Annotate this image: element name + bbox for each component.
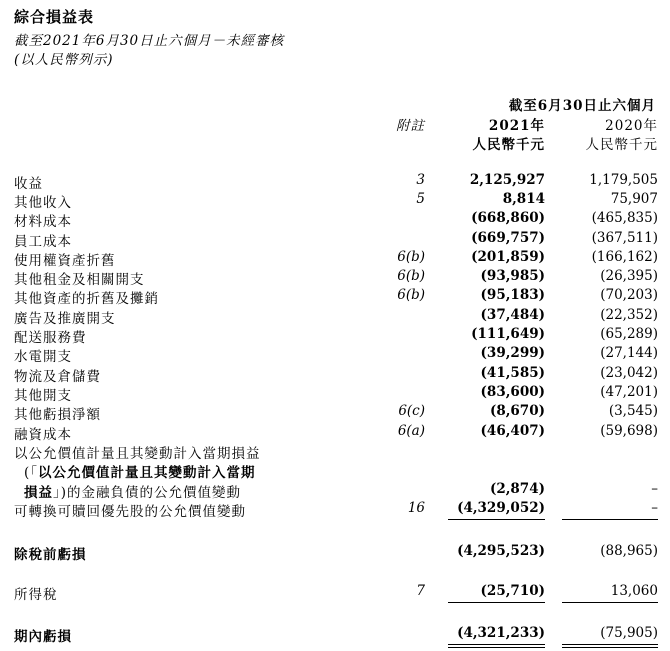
- total-double-rule-2021-b: [448, 647, 545, 648]
- total-double-rule-2021-a: [448, 644, 545, 645]
- subtotal-rule-2021: [448, 519, 545, 520]
- net-loss-label: 期內虧損: [14, 629, 72, 645]
- subtotal-rule-2020: [562, 602, 658, 603]
- pref-note: 16: [407, 500, 425, 516]
- unit-2021-header: 人民幣千元: [472, 137, 545, 153]
- row-label: 使用權資產折舊: [14, 253, 116, 269]
- statement-title: 綜合損益表: [14, 8, 95, 26]
- row-label: 融資成本: [14, 427, 72, 443]
- tax-value-2021: (25,710): [480, 583, 545, 599]
- row-note: 6(c): [398, 403, 425, 419]
- row-value-2021: (111,649): [471, 326, 545, 342]
- row-label: 廣告及推廣開支: [14, 311, 116, 327]
- fvpl-value-2021: (2,874): [489, 481, 545, 497]
- row-label: 其他資產的折舊及攤銷: [14, 291, 159, 307]
- row-note: 6(b): [397, 249, 425, 265]
- year-2020-header: 2020年: [605, 118, 658, 134]
- row-label: 其他虧損淨額: [14, 407, 101, 423]
- fvpl-label-line1: 以公允價值計量且其變動計入當期損益: [14, 446, 261, 462]
- row-label: 其他開支: [14, 388, 72, 404]
- row-value-2020: (367,511): [591, 230, 658, 246]
- row-value-2020: 75,907: [610, 191, 658, 207]
- total-double-rule-2020-b: [562, 647, 658, 648]
- period-header: 截至6月30日止六個月: [508, 98, 656, 114]
- row-value-2021: (93,985): [480, 268, 545, 284]
- row-value-2020: (70,203): [600, 287, 658, 303]
- row-value-2020: (166,162): [591, 249, 658, 265]
- total-double-rule-2020-a: [562, 644, 658, 645]
- row-note: 6(a): [397, 423, 425, 439]
- net-loss-value-2020: (75,905): [600, 625, 658, 641]
- row-value-2021: 8,814: [502, 191, 545, 207]
- note-column-header: 附註: [396, 118, 425, 134]
- unit-2020-header: 人民幣千元: [585, 137, 658, 153]
- row-value-2020: (65,289): [600, 326, 658, 342]
- fvpl-label-line3-defined-term: 損益: [24, 485, 53, 501]
- row-note: 6(b): [397, 268, 425, 284]
- row-value-2020: (23,042): [600, 365, 658, 381]
- fvpl-label-line2-open: (「: [24, 465, 39, 481]
- statement-period-subtitle: 截至2021年6月30日止六個月－未經審核: [14, 33, 285, 49]
- row-value-2021: (83,600): [480, 384, 545, 400]
- row-label: 其他收入: [14, 195, 72, 211]
- pref-value-2020: –: [651, 500, 658, 516]
- row-value-2021: (668,860): [471, 210, 545, 226]
- row-value-2021: (95,183): [480, 287, 545, 303]
- fvpl-label-line2-defined-term: 以公允價值計量且其變動計入當期: [38, 465, 256, 481]
- row-note: 6(b): [397, 287, 425, 303]
- fvpl-label-line3: [24, 481, 241, 501]
- row-label: 配送服務費: [14, 330, 87, 346]
- row-value-2020: (27,144): [600, 345, 658, 361]
- row-label: 物流及倉儲費: [14, 369, 101, 385]
- row-value-2020: (3,545): [608, 403, 658, 419]
- row-value-2021: (39,299): [480, 345, 545, 361]
- row-value-2021: (46,407): [480, 423, 545, 439]
- pref-value-2021: (4,329,052): [457, 500, 545, 516]
- row-value-2020: (59,698): [600, 423, 658, 439]
- row-label: 水電開支: [14, 349, 72, 365]
- row-value-2020: (22,352): [600, 307, 658, 323]
- row-value-2021: (201,859): [471, 249, 545, 265]
- pretax-label: 除稅前虧損: [14, 547, 87, 563]
- tax-value-2020: 13,060: [610, 583, 658, 599]
- pretax-value-2020: (88,965): [600, 543, 658, 559]
- row-value-2021: (41,585): [480, 365, 545, 381]
- row-value-2021: (37,484): [480, 307, 545, 323]
- row-value-2021: 2,125,927: [469, 172, 545, 188]
- row-label: 其他租金及相關開支: [14, 272, 145, 288]
- net-loss-value-2021: (4,321,233): [457, 625, 545, 641]
- row-value-2021: (669,757): [471, 230, 545, 246]
- year-2021-header: 2021年: [488, 118, 545, 134]
- row-value-2020: (465,835): [591, 210, 658, 226]
- row-value-2020: (26,395): [600, 268, 658, 284]
- pref-label: 可轉換可贖回優先股的公允價值變動: [14, 504, 246, 520]
- row-note: 5: [416, 191, 425, 207]
- row-label: 材料成本: [14, 214, 72, 230]
- row-value-2021: (8,670): [489, 403, 545, 419]
- row-note: 3: [416, 172, 425, 188]
- tax-note: 7: [416, 583, 425, 599]
- row-value-2020: 1,179,505: [589, 172, 658, 188]
- fvpl-label-line2: [24, 461, 256, 481]
- pretax-value-2021: (4,295,523): [457, 543, 545, 559]
- fvpl-label-line3-rest: 」)的金融負債的公允價值變動: [53, 485, 242, 501]
- currency-subtitle: (以人民幣列示): [14, 52, 114, 68]
- row-value-2020: (47,201): [600, 384, 658, 400]
- row-label: 員工成本: [14, 234, 72, 250]
- tax-label: 所得稅: [14, 587, 58, 603]
- fvpl-value-2020: –: [651, 481, 658, 497]
- subtotal-rule-2021: [448, 602, 545, 603]
- subtotal-rule-2020: [562, 519, 658, 520]
- row-label: 收益: [14, 176, 43, 192]
